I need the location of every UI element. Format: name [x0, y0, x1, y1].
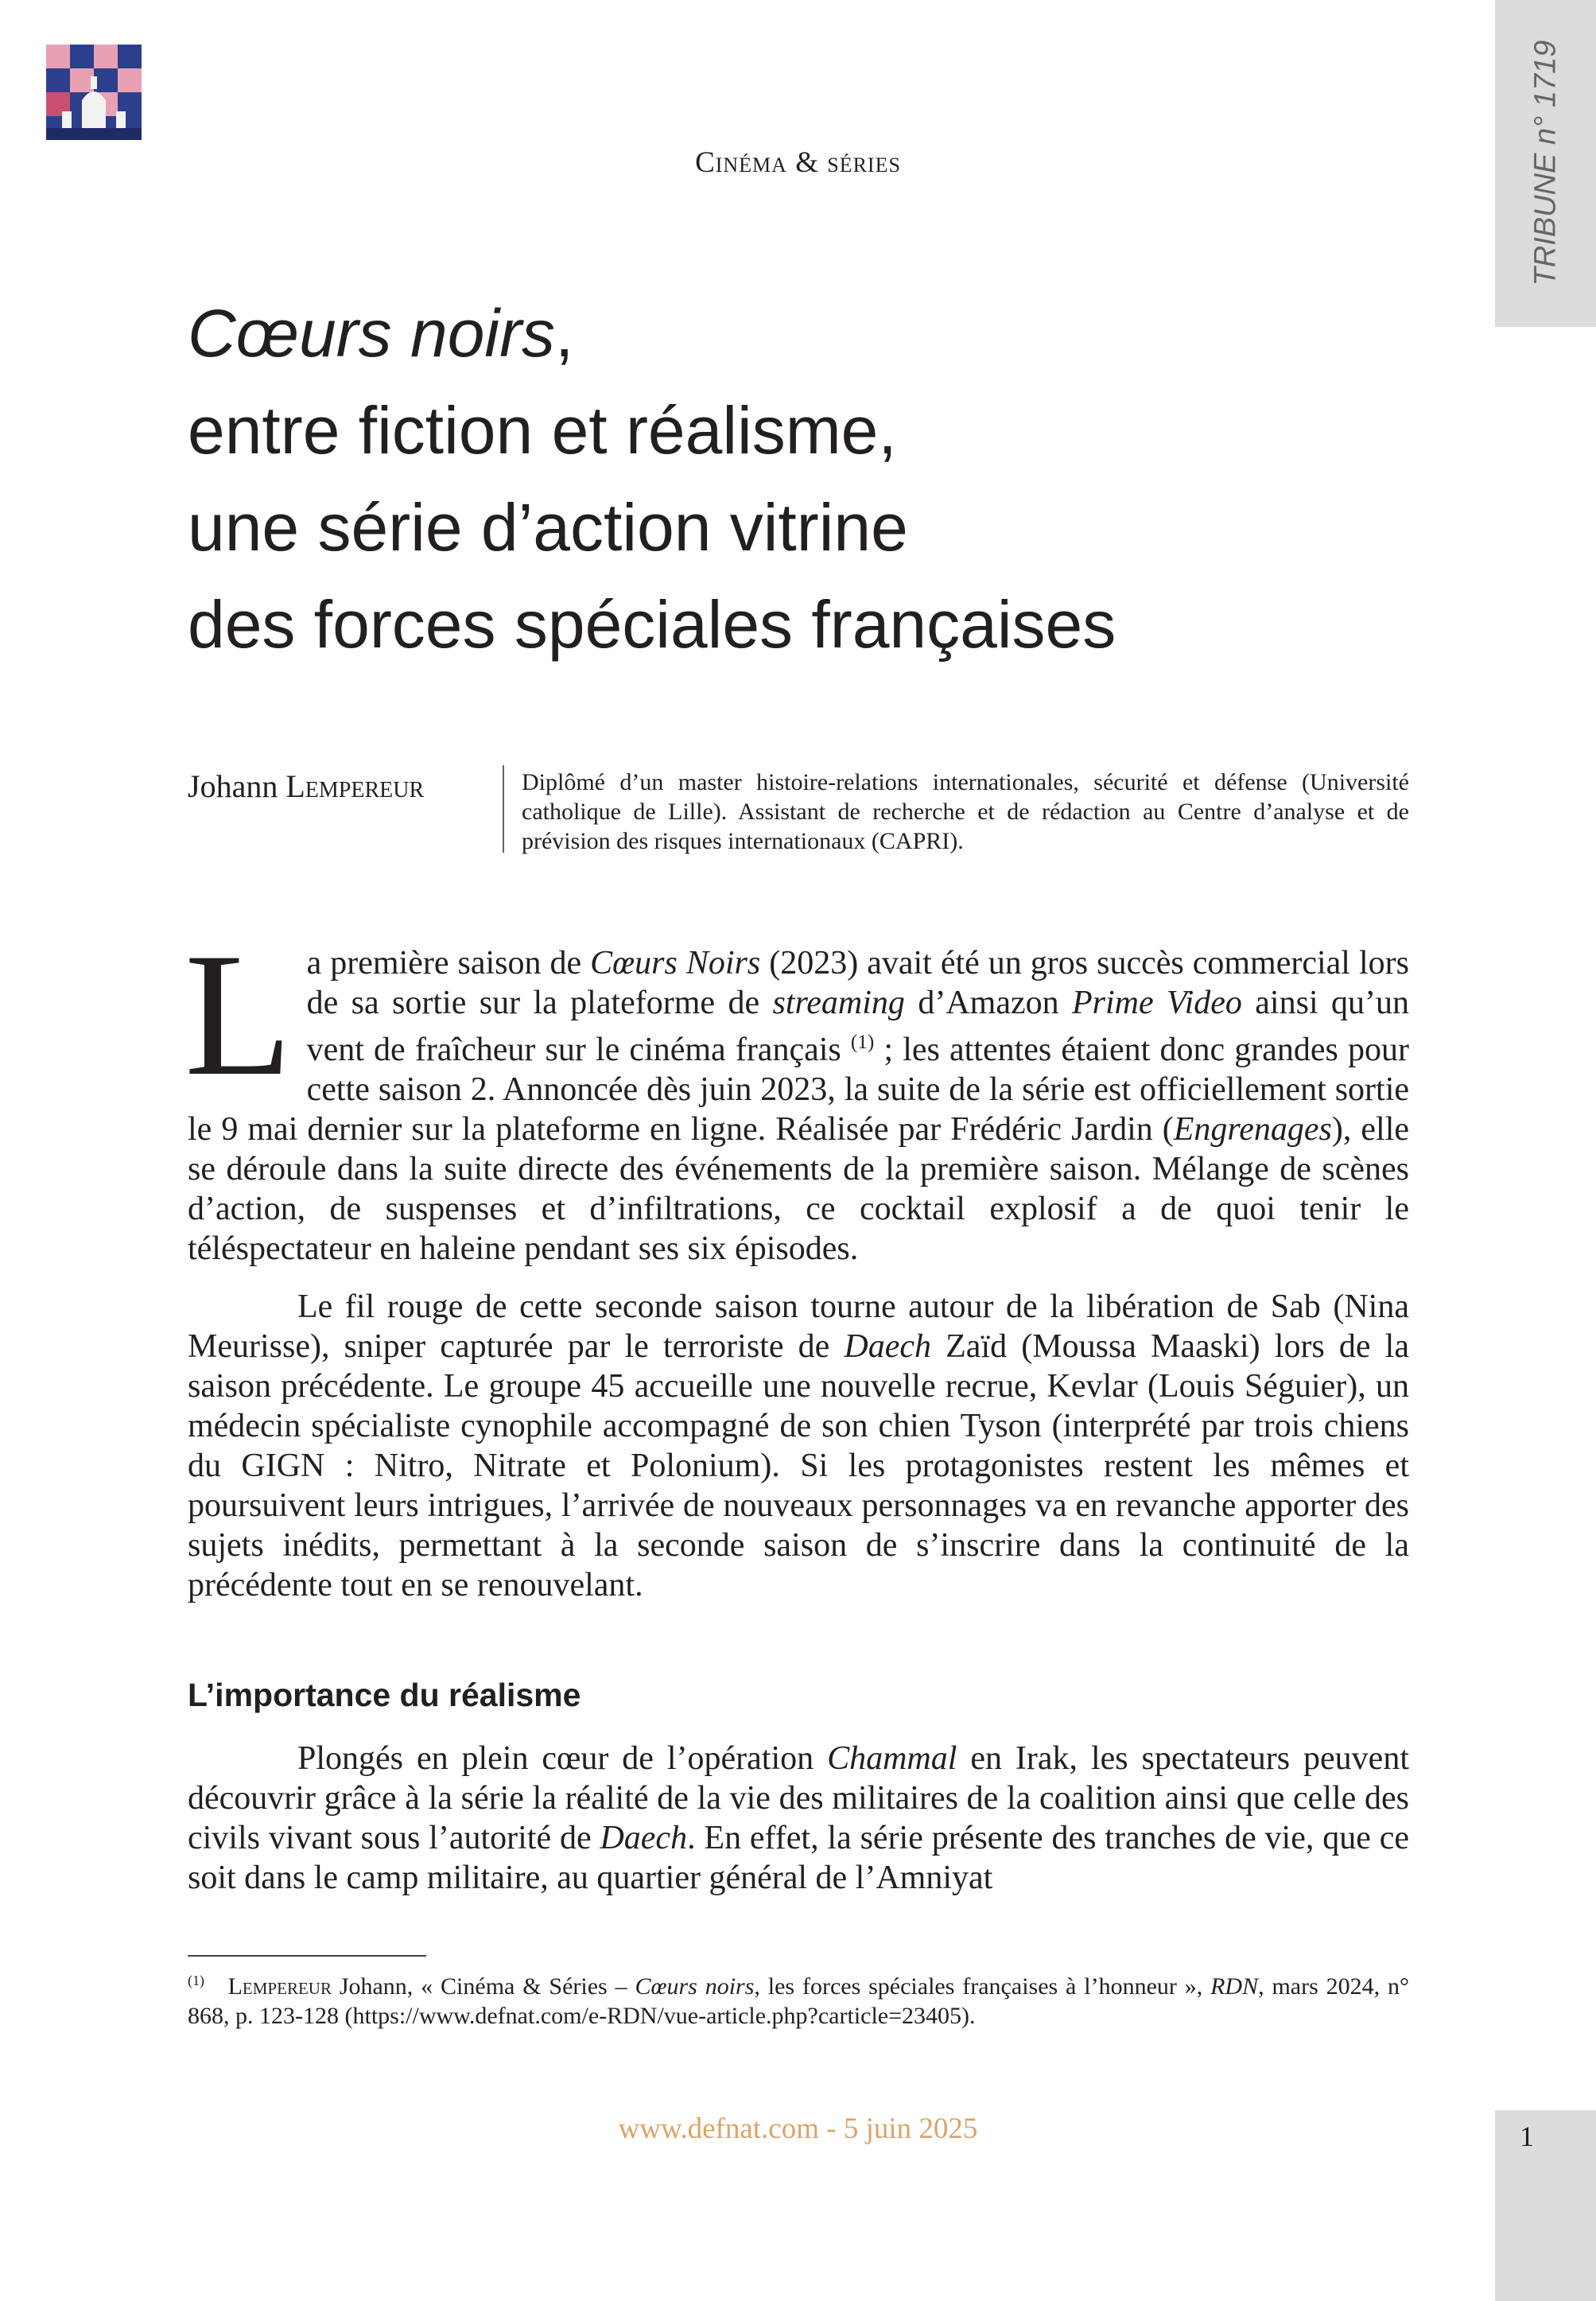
footnote-text-1: Johann, « Cinéma & Séries –	[331, 1973, 635, 2000]
footnote-text-2: , les forces spéciales françaises à l’honneur »,	[754, 1973, 1211, 2000]
p3-text-1: Plongés en plein cœur de l’opération	[297, 1740, 828, 1777]
p1-text-5: ; les attentes étaient donc grandes pour cette saison 2. Annoncée dès juin 2023, la suite de la série est officiellement sortie le 9 mai dernier sur la plateforme en ligne. Réalisée par Frédéric Jardin (	[188, 1032, 1409, 1148]
article-title	[188, 285, 1428, 673]
footnote	[188, 1966, 1409, 2031]
p1-italic-2: streaming	[772, 985, 905, 1021]
page-number: 1	[1520, 2120, 1534, 2152]
tribune-number-label: TRIBUNE n° 1719	[1528, 40, 1563, 286]
body-paragraph-3	[188, 1739, 1409, 1898]
p1-text-3: d’Amazon	[904, 985, 1072, 1021]
footnote-author: Lempereur	[227, 1973, 332, 2000]
author-divider	[503, 765, 504, 853]
kicker-amp: &	[786, 146, 828, 179]
author-bio: Diplômé d’un master histoire-relations internationales, sécurité et défense (Université catholique de Lille). Assistant de recherche et de rédaction au Centre d’analyse et de prévision des risques internationaux (CAPRI).	[522, 769, 1409, 854]
p1-text-2: (2023) avait été un gros succès commercial lors de sa sortie sur la plateforme de	[306, 945, 1409, 1021]
section-heading: L’importance du réalisme	[188, 1677, 581, 1713]
footnote-marker: (1)	[188, 1973, 204, 1988]
p2-text-1: Le fil rouge de cette seconde saison tourne autour de la libération de Sab (Nina Meurisse), sniper capturée par le terroriste de	[188, 1288, 1409, 1365]
section-kicker	[0, 146, 1596, 180]
footnote-text-3: , mars 2024, n° 868, p. 123-128 (https://www.defnat.com/e-RDN/vue-article.php?carticle=23405).	[188, 1973, 1410, 2029]
title-line-4: des forces spéciales françaises	[188, 587, 1116, 662]
drop-cap: L	[184, 917, 293, 1113]
p3-italic-2: Daech	[600, 1820, 688, 1856]
footnote-ref[interactable]: (1)	[850, 1032, 875, 1053]
p1-italic-4: Engrenages	[1173, 1111, 1332, 1148]
author-first-name: Johann	[188, 768, 286, 804]
title-show-name: Cœurs noirs	[188, 296, 556, 371]
p3-text-2: en Irak, les spectateurs peuvent découvrir grâce à la série la réalité de la vie des militaires de la coalition ainsi que celle des civils vivant sous l’autorité de	[188, 1740, 1409, 1856]
title-line-1	[188, 285, 1428, 382]
p1-italic-1: Cœurs Noirs	[590, 945, 761, 981]
p3-italic-1: Chammal	[827, 1740, 957, 1777]
p1-text-4: ainsi qu’un vent de fraîcheur sur le cinéma français	[306, 985, 1409, 1068]
p1-italic-3: Prime Video	[1072, 985, 1242, 1021]
author-last-name: Lempereur	[285, 768, 425, 804]
publication-logo-icon	[46, 45, 142, 140]
p2-text-2: Zaïd (Moussa Maaski) lors de la saison précédente. Le groupe 45 accueille une nouvelle recrue, Kevlar (Louis Séguier), un médecin spécialiste cynophile accompagné de son chien Tyson (interprété par trois chiens du GIGN : Nitro, Nitrate et Polonium). Si les protagonistes restent les mêmes et poursuivent leurs intrigues, l’arrivée de nouveaux personnages va en revanche apporter des sujets inédits, permettant à la seconde saison de s’inscrire dans la continuité de la précédente tout en se renouvelant.	[188, 1328, 1409, 1603]
p3-text-3: . En effet, la série présente des tranches de vie, que ce soit dans le camp militaire, au quartier général de l’Amniyat	[188, 1820, 1409, 1896]
title-comma: ,	[555, 296, 574, 371]
p1-text-1: a première saison de	[306, 945, 591, 981]
body-paragraph-1	[184, 917, 1410, 1269]
footnote-italic-2: RDN	[1210, 1973, 1259, 2000]
footnote-italic-1: Cœurs noirs	[635, 1973, 755, 2000]
p2-italic-1: Daech	[844, 1328, 932, 1365]
author-name	[188, 768, 424, 805]
footnote-divider	[188, 1955, 426, 1957]
body-paragraph-2	[188, 1287, 1409, 1605]
p1-text-6: ), elle se déroule dans la suite directe des événements de la première saison. Mélange de scènes d’action, de suspenses et d’infiltrations, ce cocktail explosif a de quoi tenir le téléspectateur en haleine pendant ses six épisodes.	[188, 1111, 1410, 1267]
title-line-3: une série d’action vitrine	[188, 490, 908, 565]
kicker-second: séries	[827, 146, 901, 179]
footer-url-date[interactable]: www.defnat.com - 5 juin 2025	[618, 2112, 978, 2145]
title-line-2: entre fiction et réalisme,	[188, 393, 897, 468]
kicker-first: Cinéma	[695, 146, 787, 179]
